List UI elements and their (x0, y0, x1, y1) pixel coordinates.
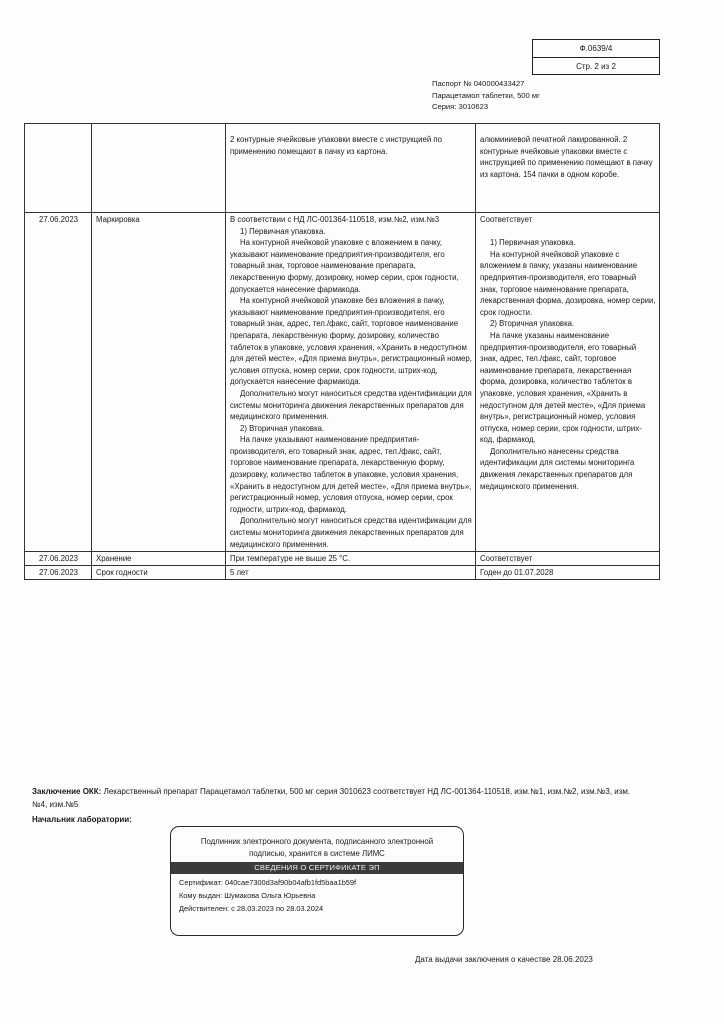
table-row-marking (25, 213, 660, 552)
norm-paragraph: Дополнительно могут наноситься средства идентификации для системы мониторинга движения лекарственных препаратов для медицинского применения. (230, 516, 472, 549)
norm-paragraph: Дополнительно могут наноситься средства идентификации для системы мониторинга движения лекарственных препаратов для медицинского применения. (230, 388, 472, 422)
stamp-details (171, 874, 463, 917)
row-date: 27.06.2023 (25, 213, 92, 552)
row-norm (226, 213, 476, 552)
form-code-box (532, 39, 660, 75)
table-row-packaging (25, 124, 660, 213)
table-row-shelf-life (25, 566, 660, 580)
row-date: 27.06.2023 (25, 552, 92, 566)
row-norm: 5 лет (226, 566, 476, 580)
cert-label: Сертификат: (179, 878, 223, 887)
row-norm: При температуре не выше 25 °С. (226, 552, 476, 566)
valid-label: Действителен: (179, 904, 230, 913)
row-result (476, 213, 660, 552)
norm-paragraph: На контурной ячейковой упаковке с вложением в пачку, указывают наименование предприятия-производителя, его товарный знак, торговое наименование препарата, лекарственную форму, дозировку, номер серии, срок годности, допускается нанесение фармакода. (230, 238, 459, 294)
product-name: Парацетамол таблетки, 500 мг (432, 90, 540, 100)
conclusion (32, 786, 632, 811)
norm-paragraph: На пачке указывают наименование предприятия-производителя, его товарный знак, адрес, тел./факс, сайт, торговое наименование препарата, лекарственную форму, дозировку, количество таблеток в упаковке, условия хранения, «Хранить в недоступном для детей месте», «Для приема внутрь», регистрационный номер, условия отпуска, номер серии, срок годности, штрих-код, фармакод. (230, 435, 472, 514)
norm-paragraph: На контурной ячейковой упаковке без вложения в пачку, указывают наименование предприятия-производителя, его товарный знак, адрес, тел./факс, сайт, торговое наименование препарата, лекарственную форму, дозировку, количество таблеток в упаковке, условия хранения, «Хранить в недоступном для детей месте», «Для приема внутрь», регистрационный номер, условия отпуска, номер серии, срок годности, штрих-код, допускается нанесение фармакода. (230, 296, 472, 387)
norm-paragraph: 1) Первичная упаковка. (240, 226, 326, 236)
norm-paragraph: В соответствии с НД ЛС-001364-110518, изм.№2, изм.№3 (230, 215, 440, 224)
row-test-name (92, 124, 226, 213)
passport-number: Паспорт № 040000433427 (432, 79, 525, 88)
row-norm: 2 контурные ячейковые упаковки вместе с инструкцией по применению помещают в пачку из картона. (226, 124, 476, 213)
row-result: Соответствует (476, 552, 660, 566)
page-number: Стр. 2 из 2 (533, 57, 659, 75)
result-paragraph: На пачке указаны наименование предприятия-производителя, его товарный знак, адрес, тел./факс, сайт, торговое наименование препарата, лекарственная форма, дозировка, количество таблеток в упаковке, условия хранения, «Хранить в недоступном для детей месте», «Для приема внутрь», регистрационный номер, условия отпуска, номер серии, срок годности, штрих-код, фармакод. (480, 330, 646, 445)
conclusion-label: Заключение ОКК: (32, 787, 102, 796)
result-paragraph: 1) Первичная упаковка. (490, 238, 576, 248)
table-row-storage (25, 552, 660, 566)
result-paragraph: На контурной ячейковой упаковке с вложением в пачку, указаны наименование предприятия-производителя, его товарный знак, торговое наименование препарата, лекарственная форма, дозировка, номер серии, срок годности. (480, 249, 656, 317)
result-paragraph: Дополнительно нанесены средства идентификации для системы мониторинга движения лекарственных препаратов для медицинского применения. (480, 446, 635, 491)
cert-line (179, 876, 455, 889)
row-date (25, 124, 92, 213)
passport-header (432, 78, 540, 113)
valid-value: с 28.03.2023 по 28.03.2024 (231, 904, 324, 913)
owner-line (179, 889, 455, 902)
form-code: Ф.0639/4 (579, 44, 613, 53)
e-signature-stamp (170, 826, 464, 936)
result-paragraph: Соответствует (480, 215, 533, 224)
owner-value: Шумакова Ольга Юрьевна (224, 891, 316, 900)
stamp-title: СВЕДЕНИЯ О СЕРТИФИКАТЕ ЭП (171, 862, 463, 874)
row-result: Годен до 01.07.2028 (476, 566, 660, 580)
stamp-note: Подлинник электронного документа, подписанного электронной подписью, хранится в системе ЛИМС (200, 837, 434, 858)
series-number: Серия: 3010623 (432, 102, 489, 111)
row-test-name: Хранение (92, 552, 226, 566)
valid-line (179, 902, 455, 915)
lab-head-label: Начальник лаборатории: (32, 815, 132, 824)
conclusion-text: Лекарственный препарат Парацетамол таблетки, 500 мг серия 3010623 соответствует НД ЛС-001364-110518, изм.№1, изм.№2, изм.№3, изм.№4, изм.№5 (32, 787, 631, 809)
norm-paragraph: 2) Вторичная упаковка. (240, 423, 325, 433)
owner-label: Кому выдан: (179, 891, 223, 900)
row-test-name: Срок годности (92, 566, 226, 580)
issue-date: Дата выдачи заключения о качестве 28.06.2023 (415, 955, 593, 964)
row-result: алюминиевой печатной лакированной. 2 контурные ячейковые упаковки вместе с инструкцией по применению помещают в пачку из картона. 154 пачки в одном коробе. (476, 124, 660, 213)
row-test-name: Маркировка (92, 213, 226, 552)
row-date: 27.06.2023 (25, 566, 92, 580)
result-paragraph: 2) Вторичная упаковка. (490, 319, 575, 329)
cert-value: 040cae7300d3af90b04afb1fd5baa1b59f (224, 878, 357, 887)
test-results-table (24, 123, 660, 580)
